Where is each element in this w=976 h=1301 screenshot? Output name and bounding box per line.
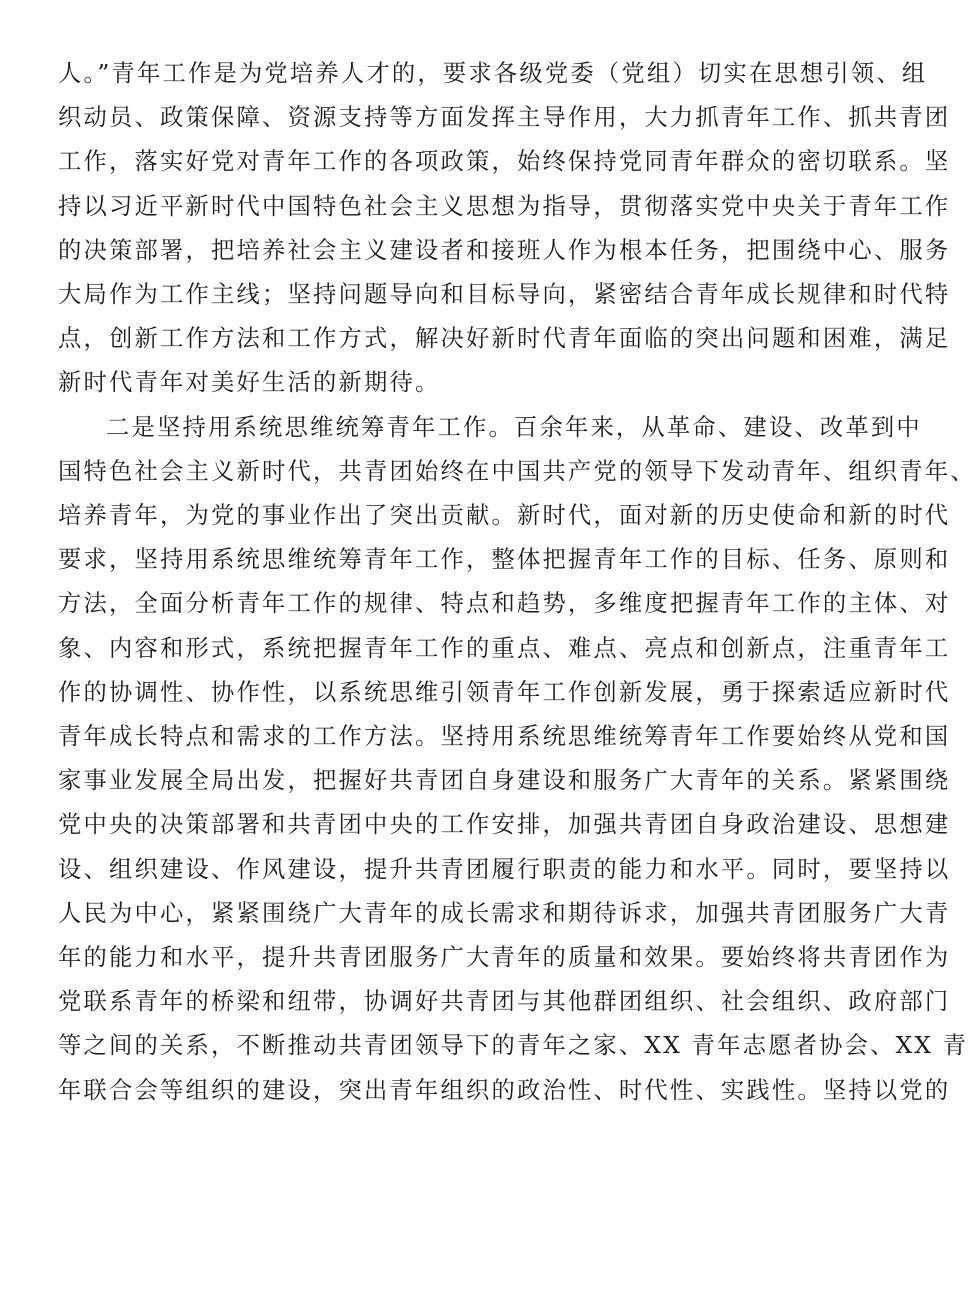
text-line: 工作，落实好党对青年工作的各项政策，始终保持党同青年群众的密切联系。坚 [58, 148, 951, 176]
text-line: 培养青年，为党的事业作出了突出贡献。新时代，面对新的历史使命和新的时代 [58, 502, 951, 530]
text-line: 等之间的关系，不断推动共青团领导下的青年之家、XX 青年志愿者协会、XX 青 [58, 1032, 969, 1060]
text-line: 国特色社会主义新时代，共青团始终在中国共产党的领导下发动青年、组织青年、 [58, 457, 976, 485]
text-line: 新时代青年对美好生活的新期待。 [58, 369, 441, 397]
paragraph-2 [58, 406, 976, 1113]
text-line: 家事业发展全局出发，把握好共青团自身建设和服务广大青年的关系。紧紧围绕 [58, 767, 951, 795]
text-line: 二是坚持用系统思维统筹青年工作。百余年来，从革命、建设、改革到中 [106, 413, 922, 441]
paragraph-1 [58, 52, 951, 406]
text-line: 大局作为工作主线；坚持问题导向和目标导向，紧密结合青年成长规律和时代特 [58, 281, 951, 309]
text-line: 持以习近平新时代中国特色社会主义思想为指导，贯彻落实党中央关于青年工作 [58, 192, 951, 220]
text-line: 的决策部署，把培养社会主义建设者和接班人作为根本任务，把围绕中心、服务 [58, 236, 951, 264]
text-line: 设、组织建设、作风建设，提升共青团履行职责的能力和水平。同时，要坚持以 [58, 855, 951, 883]
text-line: 织动员、政策保障、资源支持等方面发挥主导作用，大力抓青年工作、抓共青团 [58, 104, 951, 132]
text-line: 点，创新工作方法和工作方式，解决好新时代青年面临的突出问题和困难，满足 [58, 325, 951, 353]
text-line: 年的能力和水平，提升共青团服务广大青年的质量和效果。要始终将共青团作为 [58, 944, 951, 972]
document-page [58, 52, 976, 1113]
text-line: 年联合会等组织的建设，突出青年组织的政治性、时代性、实践性。坚持以党的 [58, 1076, 951, 1104]
text-line: 党联系青年的桥梁和纽带，协调好共青团与其他群团组织、社会组织、政府部门 [58, 988, 951, 1016]
text-line: 青年成长特点和需求的工作方法。坚持用系统思维统筹青年工作要始终从党和国 [58, 723, 951, 751]
text-line: 要求，坚持用系统思维统筹青年工作，整体把握青年工作的目标、任务、原则和 [58, 546, 951, 574]
text-line: 象、内容和形式，系统把握青年工作的重点、难点、亮点和创新点，注重青年工 [58, 634, 951, 662]
text-line: 人。”青年工作是为党培养人才的，要求各级党委（党组）切实在思想引领、组 [58, 60, 928, 87]
text-line: 作的协调性、协作性，以系统思维引领青年工作创新发展，勇于探索适应新时代 [58, 678, 951, 706]
text-line: 方法，全面分析青年工作的规律、特点和趋势，多维度把握青年工作的主体、对 [58, 590, 951, 618]
text-line: 党中央的决策部署和共青团中央的工作安排，加强共青团自身政治建设、思想建 [58, 811, 951, 839]
text-line: 人民为中心，紧紧围绕广大青年的成长需求和期待诉求，加强共青团服务广大青 [58, 899, 951, 927]
